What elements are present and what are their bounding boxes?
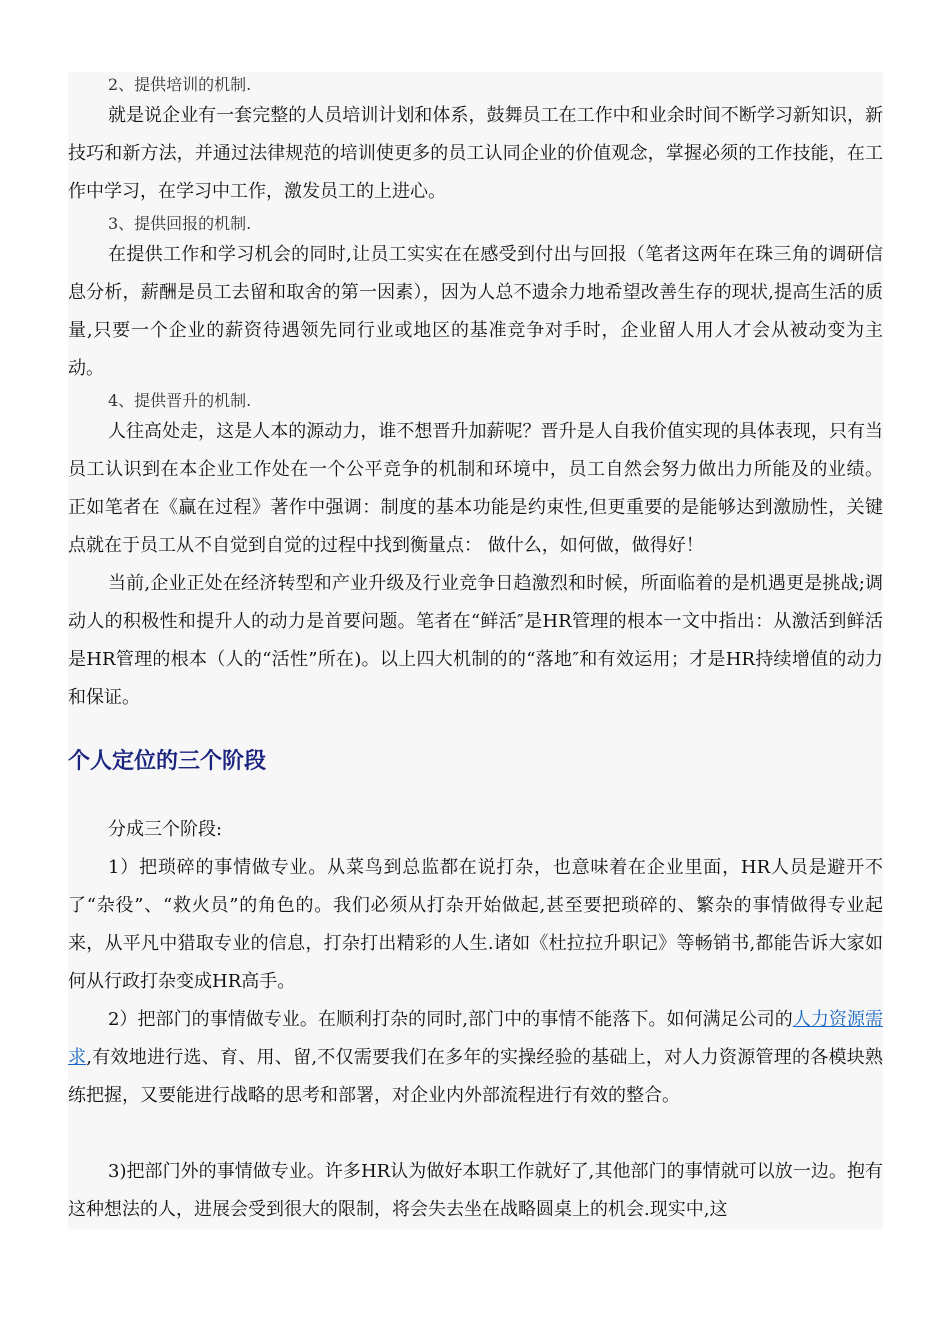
section-heading: 个人定位的三个阶段 <box>68 749 267 774</box>
hr-demand-link[interactable]: 人力资源需求 <box>68 1009 883 1068</box>
stages-intro: 分成三个阶段: <box>108 819 223 840</box>
section-3-title: 3、提供回报的机制. <box>108 214 252 233</box>
section-3-body: 在提供工作和学习机会的同时,让员工实实在在感受到付出与回报（笔者这两年在珠三角的调研信息分析，薪酬是员工去留和取舍的第一因素），因为人总不遗余力地希望改善生存的现状,提高生活的质量,只要一个企业的薪资待遇领先同行业或地区的基准竞争对手时，企业留人用人才会从被动变为主动。 <box>68 244 883 379</box>
section-4-title: 4、提供晋升的机制. <box>108 391 252 410</box>
stage-1-paragraph: 1）把琐碎的事情做专业。从菜鸟到总监都在说打杂，也意味着在企业里面，HR人员是避开不了“杂役”、“救火员”的角色的。我们必须从打杂开始做起,甚至要把琐碎的、繁杂的事情做得专业起来，从平凡中猎取专业的信息，打杂打出精彩的人生.诸如《杜拉拉升职记》等畅销书,都能告诉大家如何从行政打杂变成HR高手。 <box>68 857 883 992</box>
stage-3-paragraph: 3)把部门外的事情做专业。许多HR认为做好本职工作就好了,其他部门的事情就可以放一边。抱有这种想法的人，进展会受到很大的限制，将会失去坐在战略圆桌上的机会.现实中,这 <box>68 1161 883 1220</box>
stage-2-text-after: ,有效地进行选、育、用、留,不仅需要我们在多年的实操经验的基础上，对人力资源管理的各模块熟练把握，又要能进行战略的思考和部署，对企业内外部流程进行有效的整合。 <box>68 1047 883 1106</box>
stage-2-text-before: 2）把部门的事情做专业。在顺利打杂的同时,部门中的事情不能落下。如何满足公司的 <box>108 1009 793 1030</box>
section-2-title: 2、提供培训的机制. <box>108 75 252 94</box>
stage-2-paragraph <box>68 1001 883 1115</box>
section-2-body: 就是说企业有一套完整的人员培训计划和体系，鼓舞员工在工作中和业余时间不断学习新知识，新技巧和新方法，并通过法律规范的培训使更多的员工认同企业的价值观念，掌握必须的工作技能，在工作中学习，在学习中工作，激发员工的上进心。 <box>68 105 883 202</box>
current-paragraph: 当前,企业正处在经济转型和产业升级及行业竞争日趋激烈和时候，所面临着的是机遇更是挑战;调动人的积极性和提升人的动力是首要问题。笔者在“鲜活″是HR管理的根本一文中指出：从激活到鲜活是HR管理的根本（人的“活性”所在)。以上四大机制的的“落地″和有效运用；才是HR持续增值的动力和保证。 <box>68 573 883 708</box>
paragraph-gap <box>68 1115 883 1153</box>
document-page <box>68 72 883 1229</box>
section-4-body: 人往高处走，这是人本的源动力，谁不想晋升加薪呢？晋升是人自我价值实现的具体表现，只有当员工认识到在本企业工作处在一个公平竞争的机制和环境中，员工自然会努力做出力所能及的业绩。 正如笔者在《赢在过程》著作中强调：制度的基本功能是约束性,但更重要的是能够达到激励性，关键点就在于员工从不自觉到自觉的过程中找到衡量点： 做什么，如何做，做得好！ <box>68 421 883 556</box>
